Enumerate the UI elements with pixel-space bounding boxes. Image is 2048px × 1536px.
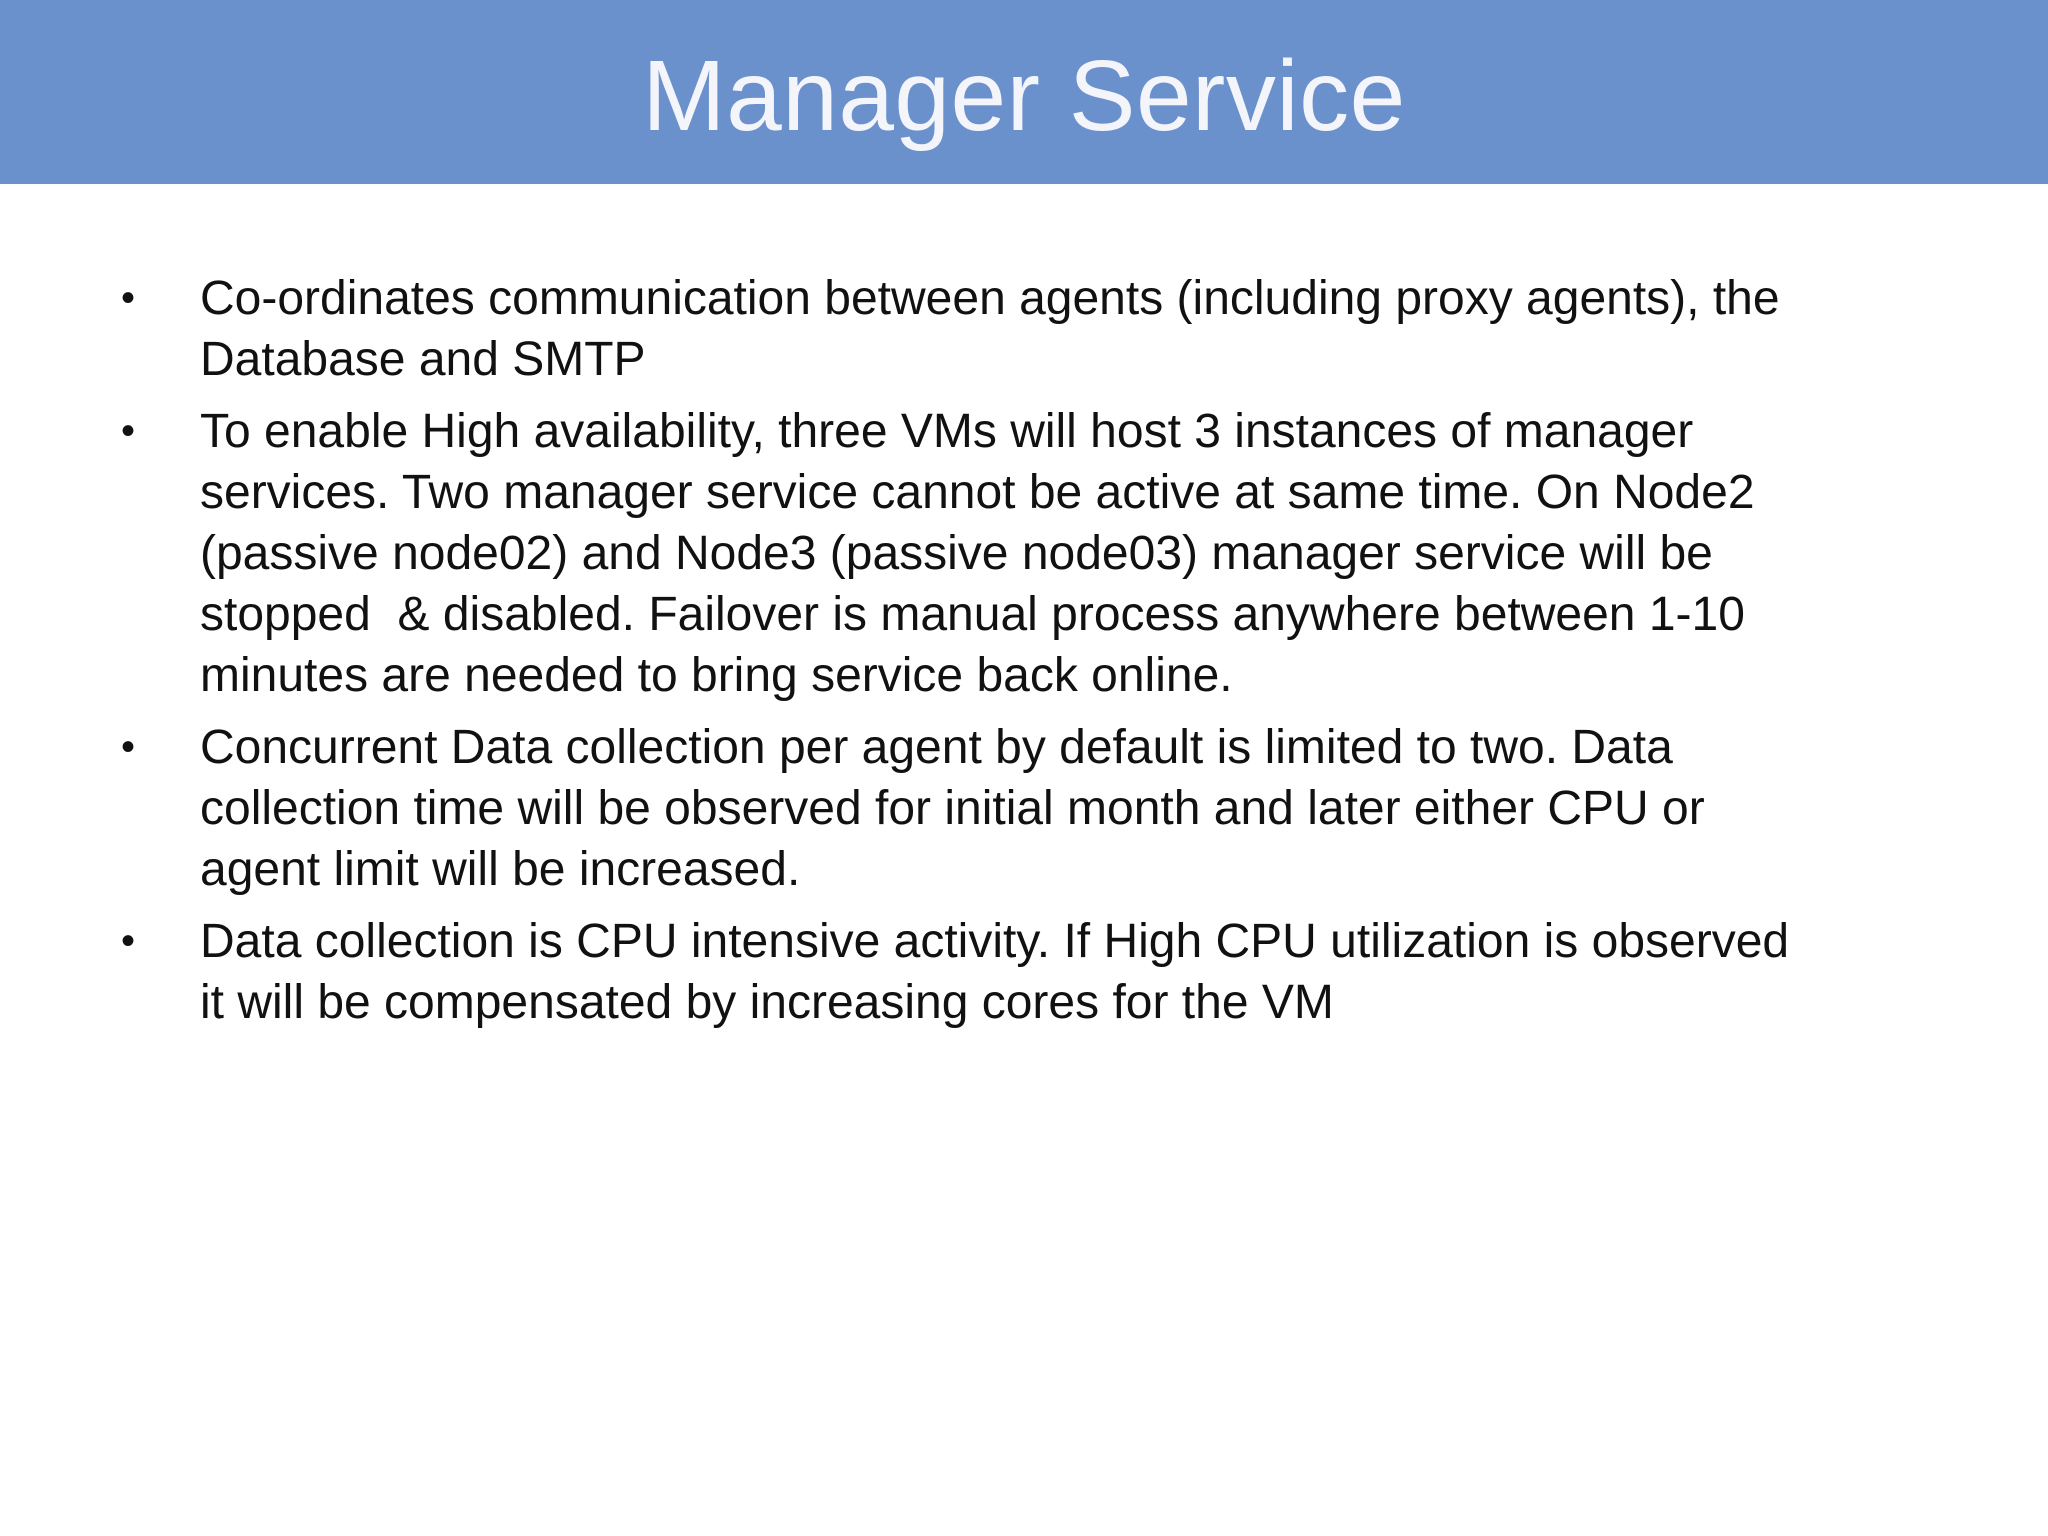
bullet-line: Data collection is CPU intensive activity. If High CPU utilization is observed bbox=[200, 915, 1790, 968]
bullet-line: stopped & disabled. Failover is manual process anywhere between 1-10 bbox=[200, 588, 1745, 641]
bullet-dot-icon: • bbox=[121, 409, 136, 453]
bullet-item bbox=[0, 717, 2048, 900]
bullet-line: it will be compensated by increasing cores for the VM bbox=[200, 976, 1334, 1029]
slide-title: Manager Service bbox=[642, 40, 1406, 152]
bullet-dot-icon: • bbox=[121, 919, 136, 963]
bullet-item bbox=[0, 911, 2048, 1033]
bullet-item bbox=[0, 401, 2048, 706]
bullet-line: Concurrent Data collection per agent by default is limited to two. Data bbox=[200, 721, 1673, 774]
bullet-dot-icon: • bbox=[121, 276, 136, 320]
bullet-line: To enable High availability, three VMs will host 3 instances of manager bbox=[200, 405, 1694, 458]
bullet-line: agent limit will be increased. bbox=[200, 843, 801, 896]
bullet-line: Co-ordinates communication between agents (including proxy agents), the bbox=[200, 272, 1780, 325]
bullet-line: Database and SMTP bbox=[200, 333, 646, 386]
bullet-item bbox=[0, 268, 2048, 390]
bullet-line: minutes are needed to bring service back online. bbox=[200, 649, 1233, 702]
bullet-line: services. Two manager service cannot be active at same time. On Node2 bbox=[200, 466, 1755, 519]
bullet-line: (passive node02) and Node3 (passive node03) manager service will be bbox=[200, 527, 1713, 580]
bullet-list bbox=[0, 268, 2048, 1044]
title-bar bbox=[0, 0, 2048, 184]
bullet-line: collection time will be observed for initial month and later either CPU or bbox=[200, 782, 1705, 835]
bullet-dot-icon: • bbox=[121, 725, 136, 769]
